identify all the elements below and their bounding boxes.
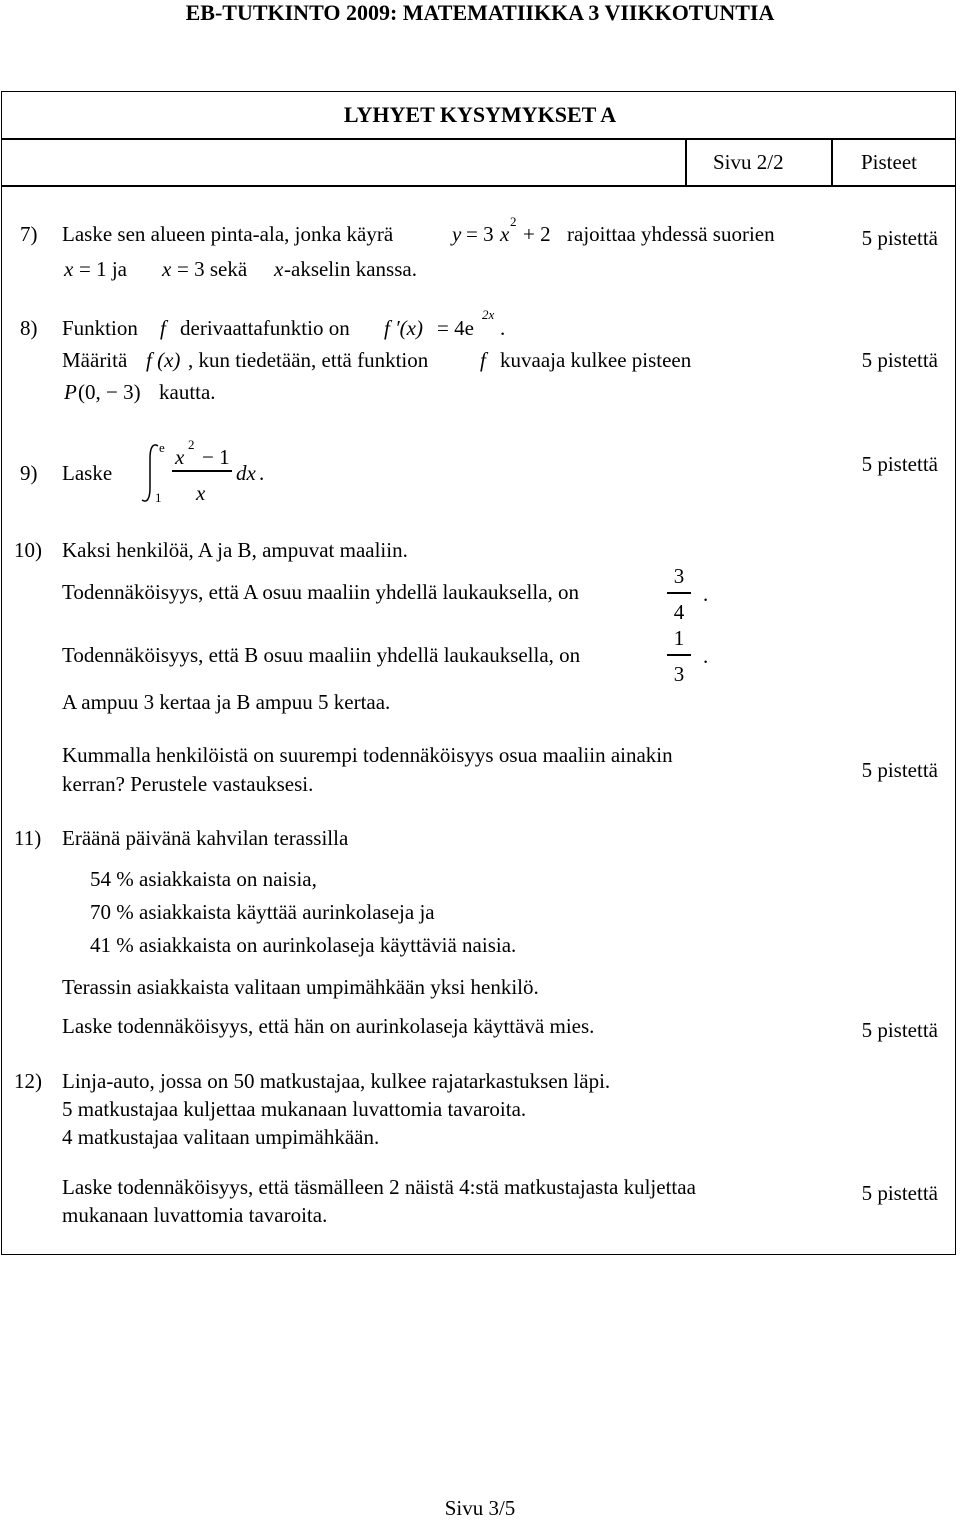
integral-lower-limit: 1 [155, 490, 162, 505]
q11-item-1: 54 % asiakkaista on naisia, [90, 867, 317, 891]
page-label: Sivu 2/2 [713, 150, 784, 174]
q9-text: Laske [62, 461, 113, 485]
q11-number: 11) [14, 826, 42, 850]
q9-numerator-x: x [175, 445, 185, 469]
q8-text-1: Funktion [62, 316, 138, 340]
q8-dot: . [500, 316, 506, 340]
q8-points: 5 pistettä [861, 348, 938, 372]
q7-text-2: rajoittaa yhdessä suorien [567, 222, 775, 246]
q11-item-2: 70 % asiakkaista käyttää aurinkolaseja ja [90, 900, 435, 924]
q8-derivative: f ′(x) [384, 316, 423, 340]
q12-line-1: Linja-auto, jossa on 50 matkustajaa, kulkee rajatarkastuksen läpi. [62, 1069, 611, 1093]
q11-points: 5 pistettä [861, 1018, 938, 1042]
q11-line-1: Eräänä päivänä kahvilan terassilla [62, 826, 349, 850]
q10-number: 10) [14, 538, 42, 562]
q8-l3-end: kautta. [159, 380, 216, 404]
section-title: LYHYET KYSYMYKSET A [343, 102, 617, 127]
q7-text-1: Laske sen alueen pinta-ala, jonka käyrä [62, 222, 394, 246]
q8-number: 8) [20, 316, 38, 340]
q9-numerator-rest: − 1 [202, 445, 230, 469]
q11-line-3: Laske todennäköisyys, että hän on aurinkolaseja käyttävä mies. [62, 1014, 595, 1038]
title-divider [1, 138, 956, 140]
q10-line-3: Todennäköisyys, että B osuu maaliin yhdellä laukauksella, on [62, 643, 581, 667]
q8-text-2: derivaattafunktio on [180, 316, 350, 340]
q10-line-4: A ampuu 3 kertaa ja B ampuu 5 kertaa. [62, 690, 391, 714]
q8-point-p: P [64, 380, 77, 404]
q8-f: f [160, 316, 166, 340]
q8-derivative-exponent: 2x [482, 307, 495, 322]
points-column-divider [831, 138, 833, 186]
q7-eq-rest: + 2 [523, 222, 551, 246]
q10-p1-numerator: 3 [673, 564, 685, 588]
q8-l2-end: kuvaaja kulkee pisteen [500, 348, 692, 372]
q10-line-5: Kummalla henkilöistä on suurempi todennäköisyys osua maaliin ainakin [62, 743, 673, 767]
q10-p1-denominator: 4 [673, 600, 685, 624]
q9-dx: dx [236, 461, 256, 485]
q7-l2-x2: x [162, 257, 172, 281]
q10-p2-fraction-bar [667, 654, 691, 656]
q8-l2-f: f [480, 348, 486, 372]
q7-points: 5 pistettä [861, 226, 938, 250]
document-header: EB-TUTKINTO 2009: MATEMATIIKKA 3 VIIKKOTUNTIA [185, 0, 775, 25]
q9-denominator: x [196, 481, 206, 505]
q7-l2-x3: x [274, 257, 284, 281]
q7-number: 7) [20, 222, 38, 246]
q10-p2-denominator: 3 [673, 662, 685, 686]
q12-line-2: 5 matkustajaa kuljettaa mukanaan luvattomia tavaroita. [62, 1097, 527, 1121]
q7-l2-eq2: = 3 sekä [177, 257, 248, 281]
q10-p2-numerator: 1 [673, 626, 685, 650]
q10-line-1: Kaksi henkilöä, A ja B, ampuvat maaliin. [62, 538, 408, 562]
q9-points: 5 pistettä [861, 452, 938, 476]
q8-l2-mid: , kun tiedetään, että funktion [188, 348, 429, 372]
q10-line-2: Todennäköisyys, että A osuu maaliin yhdellä laukauksella, on [62, 580, 580, 604]
q11-item-3: 41 % asiakkaista on aurinkolaseja käyttäviä naisia. [90, 933, 517, 957]
q7-eq-y: y [452, 222, 462, 246]
q7-l2-x1: x [64, 257, 74, 281]
q12-line-5: mukanaan luvattomia tavaroita. [62, 1203, 328, 1227]
q8-derivative-rhs: = 4e [437, 316, 474, 340]
q12-points: 5 pistettä [861, 1181, 938, 1205]
page-footer: Sivu 3/5 [444, 1496, 516, 1520]
q12-line-4: Laske todennäköisyys, että täsmälleen 2 näistä 4:stä matkustajasta kuljettaa [62, 1175, 696, 1199]
header-divider [1, 185, 956, 187]
q10-points: 5 pistettä [861, 758, 938, 782]
q9-number: 9) [20, 461, 38, 485]
q7-l2-eq1: = 1 ja [79, 257, 127, 281]
integral-upper-limit: e [159, 440, 165, 455]
q9-fraction-bar [172, 470, 232, 472]
q7-eq-exponent: 2 [510, 214, 517, 229]
q10-line-6: kerran? Perustele vastauksesi. [62, 772, 314, 796]
q7-eq-x: x [500, 222, 510, 246]
q8-fx: f (x) [146, 348, 181, 372]
q8-point-coords: (0, − 3) [78, 380, 141, 404]
q10-p1-fraction-bar [667, 592, 691, 594]
q11-line-2: Terassin asiakkaista valitaan umpimähkään yksi henkilö. [62, 975, 539, 999]
q10-p2-dot: . [703, 644, 709, 668]
points-header: Pisteet [861, 150, 917, 174]
page-label-divider [685, 138, 687, 186]
q8-l2-text: Määritä [62, 348, 128, 372]
q10-p1-dot: . [703, 582, 709, 606]
q12-line-3: 4 matkustajaa valitaan umpimähkään. [62, 1125, 380, 1149]
q9-dot: . [259, 461, 265, 485]
q9-numerator-exponent: 2 [188, 437, 195, 452]
q12-number: 12) [14, 1069, 42, 1093]
q7-eq-mid: = 3 [466, 222, 494, 246]
q7-l2-axis: -akselin kanssa. [284, 257, 417, 281]
